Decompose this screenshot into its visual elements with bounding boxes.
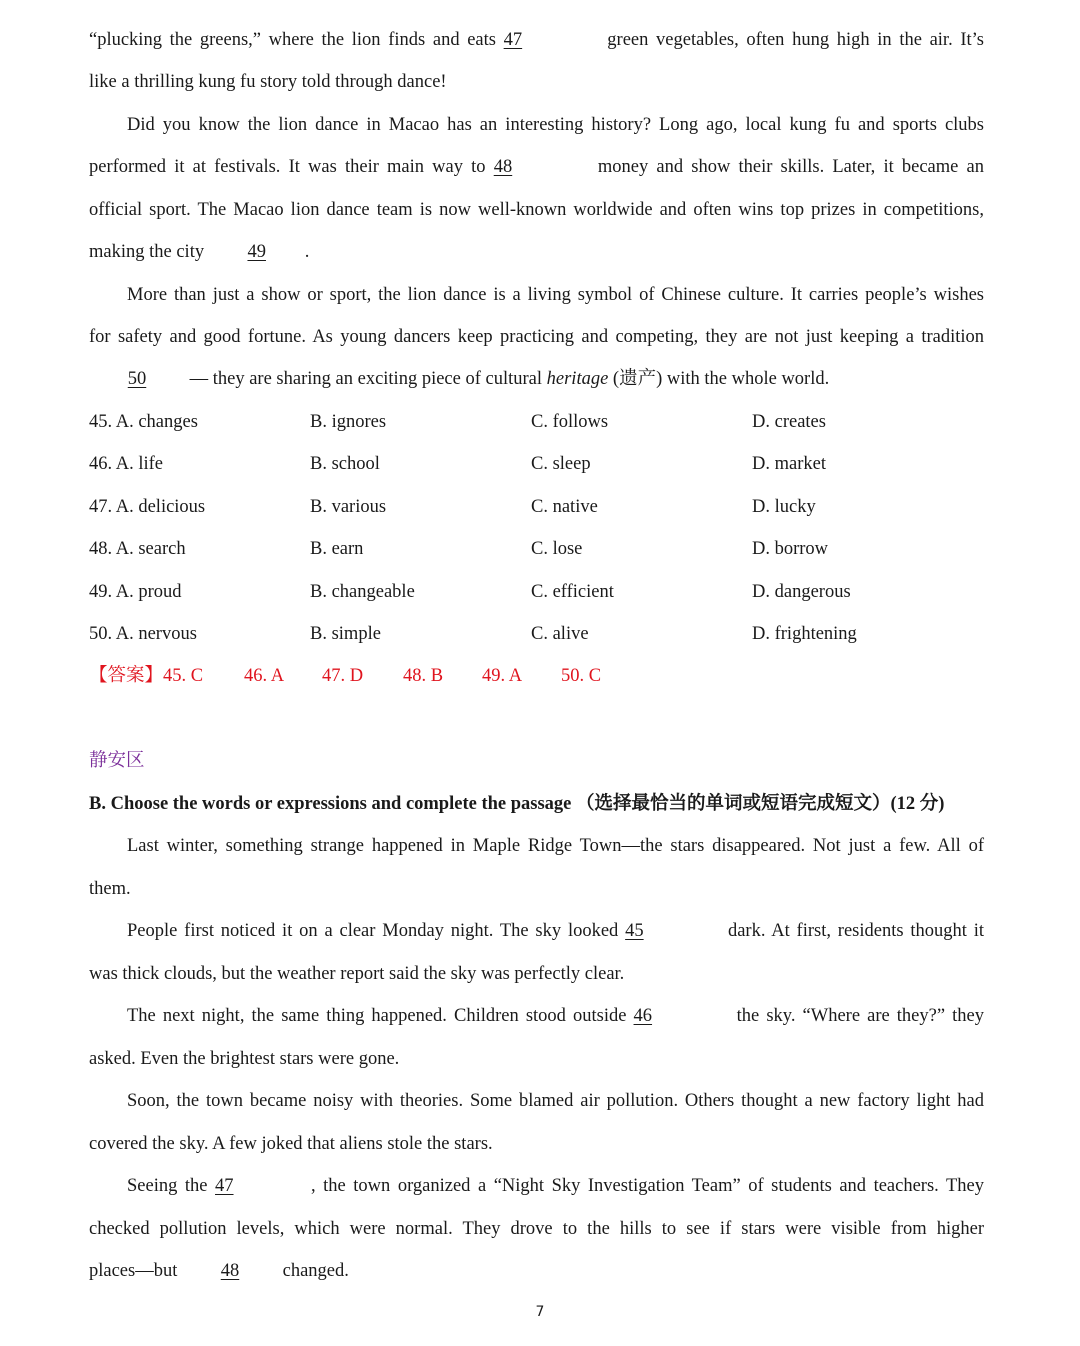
- option-49-b: B. changeable: [310, 582, 415, 602]
- blank-48: 48: [493, 157, 513, 177]
- text-run: , the town organized a “Night Sky Investigation Team” of students and teachers. They: [311, 1176, 984, 1196]
- blank-45: 45: [625, 921, 644, 941]
- text-run: — they are sharing an exciting piece of cultural: [185, 369, 547, 389]
- text-run: green vegetables, often hung high in the air. It’s: [599, 30, 984, 50]
- passage-line: checked pollution levels, which were normal. They drove to the hills to see if stars were visible from higher: [89, 1219, 984, 1239]
- passage-line: official sport. The Macao lion dance team is now well-known worldwide and often wins top prizes in competitions,: [89, 200, 984, 220]
- answer-45: 【答案】45. C: [89, 666, 204, 686]
- passage-line: [89, 1174, 984, 1198]
- blank-47-b: 47: [215, 1176, 234, 1196]
- text-run: Seeing the: [127, 1176, 216, 1196]
- option-46-b: B. school: [310, 454, 380, 474]
- text-run: The next night, the same thing happened. Children stood outside: [127, 1006, 634, 1026]
- text-run: .: [304, 242, 310, 262]
- option-46-d: D. market: [752, 454, 826, 474]
- passage-line: them.: [89, 879, 131, 899]
- option-50-b: B. simple: [310, 624, 381, 644]
- option-45-c: C. follows: [531, 412, 609, 432]
- blank-49: 49: [247, 242, 266, 262]
- option-50-c: C. alive: [531, 624, 589, 644]
- blank-46: 46: [633, 1006, 653, 1026]
- passage-line: like a thrilling kung fu story told through dance!: [89, 72, 447, 92]
- text-run: making the city: [89, 242, 209, 262]
- page-number: 7: [535, 1304, 545, 1320]
- text-run: performed it at festivals. It was their main way to: [89, 157, 494, 177]
- option-50-a: 50. A. nervous: [89, 624, 197, 644]
- text-run: dark. At first, residents thought it: [721, 921, 984, 941]
- answer-49: 49. A: [482, 666, 523, 686]
- passage-line: for safety and good fortune. As young dancers keep practicing and competing, they are not just keeping a tradition: [89, 327, 984, 347]
- option-50-d: D. frightening: [752, 624, 857, 644]
- option-47-b: B. various: [310, 497, 387, 517]
- passage-line: [89, 1259, 984, 1283]
- text-run: “plucking the greens,” where the lion finds and eats: [89, 30, 504, 50]
- answer-46: 46. A: [244, 666, 285, 686]
- district-label: 静安区: [89, 751, 145, 771]
- text-run: places—but: [89, 1261, 182, 1281]
- passage-line: [89, 1004, 984, 1028]
- option-49-a: 49. A. proud: [89, 582, 182, 602]
- option-47-a: 47. A. delicious: [89, 497, 206, 517]
- option-46-c: C. sleep: [531, 454, 591, 474]
- italic-word: heritage: [546, 369, 609, 389]
- passage-line: [89, 367, 984, 391]
- passage-line: [89, 240, 984, 264]
- section-heading: B. Choose the words or expressions and complete the passage （选择最恰当的单词或短语完成短文）(12 分): [89, 794, 945, 814]
- passage-line: Did you know the lion dance in Macao has an interesting history? Long ago, local kung fu and sports clubs: [127, 115, 984, 135]
- passage-line: was thick clouds, but the weather report said the sky was perfectly clear.: [89, 964, 625, 984]
- option-45-d: D. creates: [752, 412, 826, 432]
- answer-50: 50. C: [561, 666, 602, 686]
- passage-line: asked. Even the brightest stars were gone.: [89, 1049, 400, 1069]
- passage-line: [89, 919, 984, 943]
- answer-48: 48. B: [403, 666, 444, 686]
- text-run: money and show their skills. Later, it became an: [589, 157, 984, 177]
- option-47-c: C. native: [531, 497, 598, 517]
- option-45-b: B. ignores: [310, 412, 387, 432]
- passage-line: Last winter, something strange happened in Maple Ridge Town—the stars disappeared. Not just a few. All of: [127, 836, 984, 856]
- blank-50: 50: [127, 369, 147, 389]
- option-48-c: C. lose: [531, 539, 583, 559]
- blank-47: 47: [503, 30, 523, 50]
- option-47-d: D. lucky: [752, 497, 816, 517]
- text-run: People first noticed it on a clear Monday night. The sky looked: [127, 921, 626, 941]
- passage-line: [89, 28, 984, 52]
- passage-line: More than just a show or sport, the lion dance is a living symbol of Chinese culture. It carries people’s wishes: [127, 285, 984, 305]
- answer-47: 47. D: [322, 666, 364, 686]
- text-run: changed.: [278, 1261, 349, 1281]
- option-48-a: 48. A. search: [89, 539, 186, 559]
- option-49-d: D. dangerous: [752, 582, 851, 602]
- option-48-b: B. earn: [310, 539, 364, 559]
- option-46-a: 46. A. life: [89, 454, 163, 474]
- passage-line: Soon, the town became noisy with theories. Some blamed air pollution. Others thought a new factory light had: [127, 1091, 984, 1111]
- passage-line: [89, 155, 984, 179]
- option-45-a: 45. A. changes: [89, 412, 198, 432]
- passage-line: covered the sky. A few joked that aliens stole the stars.: [89, 1134, 493, 1154]
- text-run: the sky. “Where are they?” they: [729, 1006, 984, 1026]
- option-48-d: D. borrow: [752, 539, 829, 559]
- option-49-c: C. efficient: [531, 582, 614, 602]
- blank-48-b: 48: [220, 1261, 240, 1281]
- text-run: (遗产) with the whole world.: [608, 369, 830, 389]
